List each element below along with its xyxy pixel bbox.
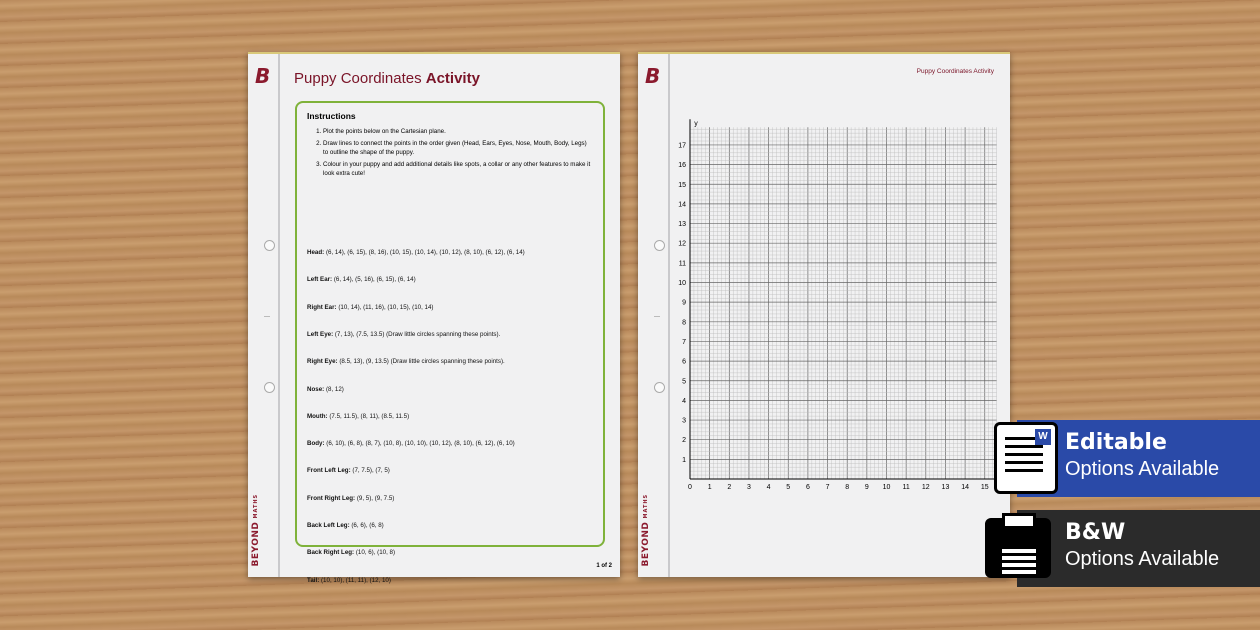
tick-label: 13 (941, 484, 950, 491)
page-margin (248, 54, 280, 577)
row-label: Body: (307, 440, 325, 448)
row-value: (7, 13), (7.5, 13.5) (Draw little circles spanning these points). (334, 330, 501, 338)
coordinate-row (307, 358, 505, 365)
page-number: 1 of 2 (596, 563, 612, 569)
tick-label: 12 (678, 240, 686, 248)
coordinate-row (307, 331, 500, 338)
tick-label: 15 (678, 181, 686, 189)
row-label: Right Ear: (307, 303, 337, 311)
page-title: Puppy Coordinates Activity (916, 68, 994, 75)
tick-label: 4 (682, 397, 686, 405)
cartesian-plane (638, 54, 1010, 579)
punch-hole (264, 240, 275, 251)
tick-label: 8 (845, 484, 850, 491)
beyond-logo: B (645, 64, 661, 88)
row-label: Head: (307, 249, 325, 256)
tick-label: 7 (825, 484, 830, 491)
coordinate-row (307, 304, 433, 311)
row-value: (8, 12) (325, 385, 344, 393)
badge-title: Editable (1065, 430, 1167, 455)
tick-label: 16 (678, 162, 686, 170)
instruction-item: 3. Colour in your puppy and add additional details like spots, a collar or any other features to make it look extra cute! (323, 160, 591, 178)
printer-icon (985, 518, 1051, 578)
row-label: Tail: (307, 576, 320, 584)
row-value: (10, 10), (11, 11), (12, 10) (321, 576, 391, 584)
row-value: (8.5, 13), (9, 13.5) (Draw little circles spanning these points). (339, 358, 505, 366)
bw-badge (1017, 510, 1260, 587)
row-label: Front Right Leg: (307, 494, 356, 502)
row-value: (6, 14), (5, 16), (6, 15), (6, 14) (333, 276, 416, 284)
coordinate-row (307, 467, 390, 474)
coordinate-row (307, 522, 384, 529)
tick-label: 1 (707, 484, 712, 491)
tick-label: 14 (961, 484, 969, 491)
badge-subtitle: Options Available (1065, 458, 1220, 480)
coordinate-row (307, 249, 525, 256)
tick-label: 9 (864, 484, 869, 491)
row-label: Front Left Leg: (307, 467, 351, 475)
divider (264, 316, 270, 317)
tick-label: 17 (678, 142, 686, 150)
instructions-heading: Instructions (307, 111, 356, 121)
tick-label: 9 (682, 299, 686, 307)
tick-label: 5 (786, 484, 791, 491)
row-value: (6, 14), (6, 15), (8, 16), (10, 15), (10, 14), (10, 12), (8, 10), (6, 12), (6, 14) (325, 249, 525, 256)
tick-label: 5 (682, 378, 686, 386)
row-value: (7.5, 11.5), (8, 11), (8.5, 11.5) (329, 412, 410, 420)
instructions-list (323, 127, 591, 178)
worksheet-page-1 (248, 52, 620, 584)
tick-label: 8 (682, 319, 686, 327)
row-label: Right Eye: (307, 358, 338, 366)
worksheet-page-2 (638, 52, 1010, 577)
row-value: (6, 6), (6, 8) (351, 522, 384, 529)
row-label: Back Left Leg: (307, 522, 350, 529)
row-value: (7, 7.5), (7, 5) (352, 467, 390, 475)
beyond-logo: B (255, 64, 271, 88)
coordinate-row (307, 440, 515, 447)
tick-label: 11 (902, 484, 910, 491)
coordinate-row (307, 386, 344, 393)
tick-label: 15 (980, 484, 989, 491)
tick-label: 12 (921, 484, 930, 491)
row-label: Back Right Leg: (307, 549, 355, 557)
tick-label: 4 (766, 484, 771, 491)
tick-label: 6 (805, 484, 810, 491)
coordinate-row (307, 549, 395, 556)
tick-label: 3 (682, 417, 686, 425)
badge-title: B&W (1065, 520, 1126, 545)
tick-label: 11 (678, 260, 686, 268)
tick-label: 2 (727, 484, 732, 491)
tick-label: y (694, 120, 698, 128)
row-value: (10, 14), (11, 16), (10, 15), (10, 14) (338, 303, 434, 311)
page-title: Puppy Coordinates Activity (294, 70, 480, 87)
tick-label: 7 (682, 338, 686, 346)
row-value: (9, 5), (9, 7.5) (356, 494, 395, 502)
row-value: (6, 10), (6, 8), (8, 7), (10, 8), (10, 10), (10, 12), (8, 10), (6, 12), (6, 10) (326, 440, 515, 448)
tick-label: 0 (688, 484, 692, 491)
row-label: Left Eye: (307, 330, 334, 338)
instruction-item: 2. Draw lines to connect the points in the order given (Head, Ears, Eyes, Nose, Mouth, Body, Legs) to outline the shape of the puppy. (323, 139, 591, 157)
instruction-item: 1. Plot the points below on the Cartesian plane. (323, 127, 591, 136)
word-icon: W (1035, 429, 1051, 445)
tick-label: 2 (682, 437, 686, 445)
row-label: Left Ear: (307, 276, 333, 284)
tick-label: 10 (882, 484, 891, 491)
punch-hole (264, 382, 275, 393)
tick-label: 6 (682, 358, 686, 366)
coordinate-row (307, 495, 394, 502)
coordinate-row (307, 577, 391, 584)
coordinate-row (307, 413, 409, 420)
row-label: Nose: (307, 385, 325, 393)
tick-label: 14 (678, 201, 686, 209)
tick-label: 13 (678, 221, 686, 229)
coordinate-row (307, 276, 416, 283)
tick-label: 3 (746, 484, 751, 491)
tick-label: 10 (678, 280, 686, 287)
editable-document-icon (994, 422, 1058, 494)
brand-mark: BEYONDMATHS (641, 494, 651, 567)
row-label: Mouth: (307, 412, 328, 420)
editable-badge (1017, 420, 1260, 497)
brand-mark: BEYONDMATHS (251, 494, 261, 567)
badge-subtitle: Options Available (1065, 548, 1220, 570)
tick-label: 1 (682, 456, 686, 464)
row-value: (10, 6), (10, 8) (355, 549, 396, 557)
